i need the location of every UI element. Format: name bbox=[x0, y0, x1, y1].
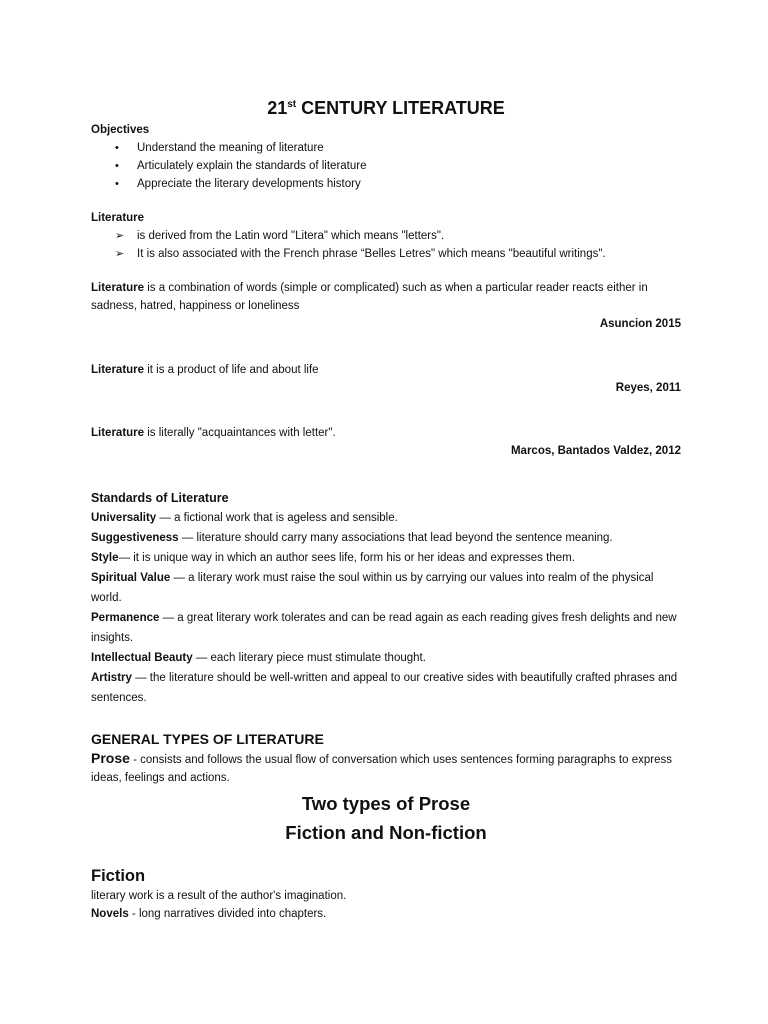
list-item bbox=[91, 227, 681, 245]
quote-term: Literature bbox=[91, 427, 145, 439]
standard-term: Spiritual Value bbox=[91, 572, 171, 584]
prose-types-section bbox=[91, 789, 681, 847]
prose-definition bbox=[91, 749, 681, 787]
novels-text: - long narratives divided into chapters. bbox=[128, 908, 327, 920]
standard-term: Suggestiveness bbox=[91, 532, 179, 544]
prose-types-heading: Two types of Prose bbox=[301, 793, 471, 814]
standard-item bbox=[91, 508, 681, 528]
objectives-section bbox=[91, 121, 681, 193]
quote-term: Literature bbox=[91, 282, 145, 294]
arrow-bullet-icon: ➢ bbox=[115, 230, 125, 242]
quote-body: it is a product of life and about life bbox=[144, 364, 319, 376]
prose-types-subheading: Fiction and Non-fiction bbox=[285, 822, 487, 843]
fiction-heading: Fiction bbox=[91, 867, 146, 885]
standard-text: — the literature should be well-written and appeal to our creative sides with beautifully crafted phrases and sentences. bbox=[91, 672, 678, 704]
quote-block bbox=[91, 361, 681, 397]
list-item-text: is derived from the Latin word "Litera" which means "letters". bbox=[137, 230, 445, 242]
standard-text: — a fictional work that is ageless and sensible. bbox=[156, 512, 398, 524]
quote-text bbox=[91, 279, 681, 315]
quote-citation: Asuncion 2015 bbox=[599, 318, 681, 330]
quote-term: Literature bbox=[91, 364, 145, 376]
standard-term: Style bbox=[91, 552, 119, 564]
fiction-section bbox=[91, 865, 681, 923]
standard-text: — a literary work must raise the soul within us by carrying our values into realm of the physical world. bbox=[91, 572, 654, 604]
quote-block bbox=[91, 424, 681, 460]
general-types-heading: GENERAL TYPES OF LITERATURE bbox=[91, 731, 324, 747]
standards-section bbox=[91, 488, 681, 708]
standard-text: — each literary piece must stimulate thought. bbox=[192, 652, 426, 664]
standards-heading: Standards of Literature bbox=[91, 491, 229, 505]
literature-definition-section bbox=[91, 209, 681, 263]
prose-term: Prose bbox=[91, 750, 130, 766]
bullet-icon: • bbox=[115, 142, 119, 154]
prose-text: - consists and follows the usual flow of conversation which uses sentences forming paragraphs to express ideas, feelings and actions. bbox=[91, 754, 672, 784]
list-item bbox=[91, 245, 681, 263]
list-item-text: Appreciate the literary developments history bbox=[137, 178, 361, 190]
quote-text bbox=[91, 424, 681, 442]
bullet-icon: • bbox=[115, 160, 119, 172]
standard-text: — it is unique way in which an author sees life, form his or her ideas and expresses them. bbox=[118, 552, 575, 564]
standard-term: Universality bbox=[91, 512, 157, 524]
quote-block bbox=[91, 279, 681, 333]
literature-heading: Literature bbox=[91, 212, 145, 224]
standard-item bbox=[91, 528, 681, 548]
standard-term: Permanence bbox=[91, 612, 160, 624]
objectives-heading: Objectives bbox=[91, 124, 150, 136]
list-item bbox=[91, 157, 681, 175]
novels-term: Novels bbox=[91, 908, 129, 920]
quote-citation: Marcos, Bantados Valdez, 2012 bbox=[510, 445, 681, 457]
objectives-list bbox=[91, 139, 681, 193]
standard-text: — literature should carry many associations that lead beyond the sentence meaning. bbox=[178, 532, 613, 544]
fiction-definition: literary work is a result of the author's imagination. bbox=[91, 890, 347, 902]
list-item-text: It is also associated with the French phrase “Belles Letres" which means "beautiful writings". bbox=[137, 248, 606, 260]
list-item bbox=[91, 175, 681, 193]
list-item-text: Articulately explain the standards of literature bbox=[137, 160, 367, 172]
quote-body: is literally "acquaintances with letter". bbox=[144, 427, 336, 439]
standard-item bbox=[91, 608, 681, 648]
literature-definition-list bbox=[91, 227, 681, 263]
title-superscript: st bbox=[287, 99, 297, 110]
list-item-text: Understand the meaning of literature bbox=[137, 142, 324, 154]
standard-item bbox=[91, 668, 681, 708]
list-item bbox=[91, 139, 681, 157]
quote-text bbox=[91, 361, 681, 379]
standard-item bbox=[91, 648, 681, 668]
standard-term: Intellectual Beauty bbox=[91, 652, 193, 664]
standard-item bbox=[91, 568, 681, 608]
novels-definition bbox=[91, 905, 681, 923]
arrow-bullet-icon: ➢ bbox=[115, 248, 125, 260]
standard-term: Artistry bbox=[91, 672, 132, 684]
bullet-icon: • bbox=[115, 178, 119, 190]
standard-text: — a great literary work tolerates and can be read again as each reading gives fresh delights and new insights. bbox=[91, 612, 677, 644]
quote-citation: Reyes, 2011 bbox=[615, 382, 681, 394]
general-types-section bbox=[91, 729, 681, 787]
title-text: CENTURY LITERATURE bbox=[296, 98, 505, 118]
quote-body: is a combination of words (simple or complicated) such as when a particular reader reacts either in sadness, hatred, happiness or loneliness bbox=[91, 282, 648, 312]
page-title bbox=[91, 96, 681, 120]
standard-item bbox=[91, 548, 681, 568]
title-number: 21 bbox=[267, 98, 288, 118]
